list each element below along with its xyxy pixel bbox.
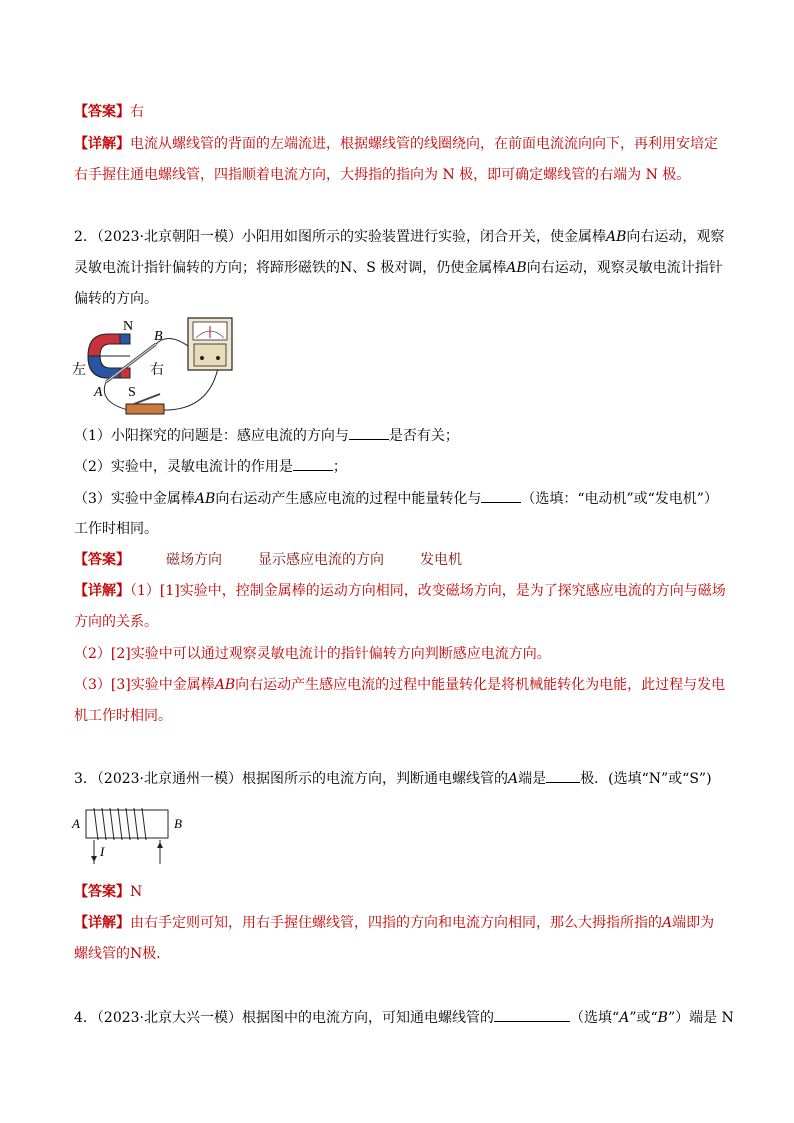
q2-sub3-line2: 工作时相同。 [74, 521, 158, 537]
answer-tag: 【答案】 [74, 104, 130, 120]
q2-detail-line4 [74, 675, 725, 695]
q3-answer: N [130, 884, 143, 900]
fig-label-left: 左 [72, 362, 86, 378]
q2-blank-2[interactable] [293, 456, 333, 471]
q2-stem-text: 向右运动，观察 [626, 229, 725, 245]
q3-number: 3． [74, 771, 97, 787]
q3-blank[interactable] [546, 768, 580, 783]
q2-answer-line [74, 550, 462, 570]
q3-stem-text: 端是 [518, 771, 547, 787]
q2-detail-line5: 机工作时相同。 [74, 708, 172, 724]
q3-stem-text: 极．(选填“N”或“S”) [580, 771, 712, 787]
q2-sub3 [74, 488, 718, 509]
q2-source: （2023·北京朝阳一模） [96, 229, 243, 245]
q1-detail-line2: 右手握住通电螺线管，四指顺着电流方向，大拇指的指向为 N 极，即可确定螺线管的右端为 N 极。 [74, 167, 691, 183]
q4-b: B [657, 1010, 668, 1026]
q2-answer-1: 磁场方向 [166, 552, 222, 568]
q2-detail-line2: 方向的关系。 [74, 614, 158, 630]
q2-sub1-text: 是否有关； [388, 428, 459, 444]
q2-blank-1[interactable] [349, 425, 389, 440]
q4-source: （2023·北京大兴一模） [96, 1010, 243, 1026]
answer-tag: 【答案】 [74, 884, 130, 900]
q2-sub3-text: （选填：“电动机”或“发电机”） [521, 491, 718, 507]
q2-stem-line1 [74, 227, 724, 247]
q1-answer: 右 [130, 104, 144, 120]
q3-source: （2023·北京通州一模） [96, 771, 243, 787]
q2-stem-text: 灵敏电流计指针偏转的方向；将蹄形磁铁的N、S 极对调，仍使金属棒 [74, 260, 507, 276]
q3-detail-text: 由右手定则可知，用右手握住螺线管，四指的方向和电流方向相同，那么大拇指所指的 [130, 915, 662, 931]
q2-sub2-text: ； [332, 459, 347, 475]
fig-label-right: 右 [150, 362, 164, 378]
q4-stem-text: 根据图中的电流方向，可知通电螺线管的 [242, 1010, 495, 1026]
q2-ab: AB [194, 491, 216, 507]
q2-detail-line1 [74, 581, 726, 601]
q3-fig-label-b: B [174, 816, 182, 831]
fig-label-a: A [94, 385, 103, 400]
q4-stem-text: （选填“ [570, 1010, 620, 1026]
q3-answer-line [74, 882, 142, 902]
q3-stem [74, 768, 712, 789]
q4-blank[interactable] [494, 1007, 570, 1022]
q2-sub3-text: （3）实验中金属棒 [74, 491, 195, 507]
q3-fig-label-i: I [100, 844, 105, 859]
q3-a: A [508, 771, 519, 787]
q2-answer-2: 显示感应电流的方向 [258, 552, 384, 568]
q2-sub3-text: 向右运动产生感应电流的过程中能量转化与 [215, 491, 482, 507]
q3-detail-line1 [74, 913, 714, 933]
q3-stem-text: 根据图所示的电流方向，判断通电螺线管的 [242, 771, 509, 787]
q1-detail-line1 [74, 134, 718, 154]
q2-figure [68, 312, 248, 422]
fig-label-n: N [123, 319, 134, 334]
q2-ab: AB [606, 229, 627, 245]
answer-tag: 【答案】 [74, 552, 130, 568]
detail-tag: 【详解】 [74, 915, 130, 931]
q1-answer-line [74, 102, 144, 122]
q2-ab: AB [506, 260, 527, 276]
detail-tag: 【详解】 [74, 136, 130, 152]
q4-stem-text: ”或“ [629, 1010, 658, 1026]
q3-a: A [662, 915, 673, 931]
q4-number: 4． [74, 1010, 97, 1026]
q2-blank-3[interactable] [481, 488, 521, 503]
q2-detail-line3: （2）[2]实验中可以通过观察灵敏电流计的指针偏转方向判断感应电流方向。 [74, 646, 551, 662]
q2-detail-text: （1）[1]实验中，控制金属棒的运动方向相同，改变磁场方向，是为了探究感应电流的方向与磁场 [130, 583, 726, 599]
q2-stem-line3: 偏转的方向。 [74, 291, 158, 307]
q3-fig-label-a: A [72, 816, 80, 831]
q2-detail-text: 向右运动产生感应电流的过程中能量转化是将机械能转化为电能，此过程与发电 [235, 677, 726, 693]
q3-detail-line2: 螺线管的N极． [74, 946, 171, 962]
q2-stem-text: 向右运动，观察灵敏电流计指针 [526, 260, 723, 276]
q4-a: A [619, 1010, 630, 1026]
q2-sub1 [74, 425, 459, 446]
q2-ab: AB [214, 677, 236, 693]
q3-detail-text: 端即为 [672, 915, 715, 931]
q2-stem-text: 小阳用如图所示的实验装置进行实验，闭合开关，使金属棒 [242, 229, 607, 245]
fig-label-s: S [128, 385, 136, 400]
q4-stem [74, 1007, 734, 1028]
q2-sub2-text: （2）实验中，灵敏电流计的作用是 [74, 459, 293, 475]
q2-sub1-text: （1）小阳探究的问题是：感应电流的方向与 [74, 428, 349, 444]
q2-sub2 [74, 456, 347, 477]
detail-tag: 【详解】 [74, 583, 130, 599]
q2-detail-text: （3）[3]实验中金属棒 [74, 677, 215, 693]
q1-detail-text: 电流从螺线管的背面的左端流进，根据螺线管的线圈绕向，在前面电流流向向下，再利用安培定 [130, 136, 718, 152]
q2-number: 2． [74, 229, 97, 245]
fig-label-b: B [154, 329, 163, 344]
q2-answer-3: 发电机 [420, 552, 462, 568]
q2-stem-line2 [74, 258, 723, 278]
q4-stem-text: ”）端是 N [667, 1010, 734, 1026]
q3-solenoid-figure [70, 800, 200, 870]
